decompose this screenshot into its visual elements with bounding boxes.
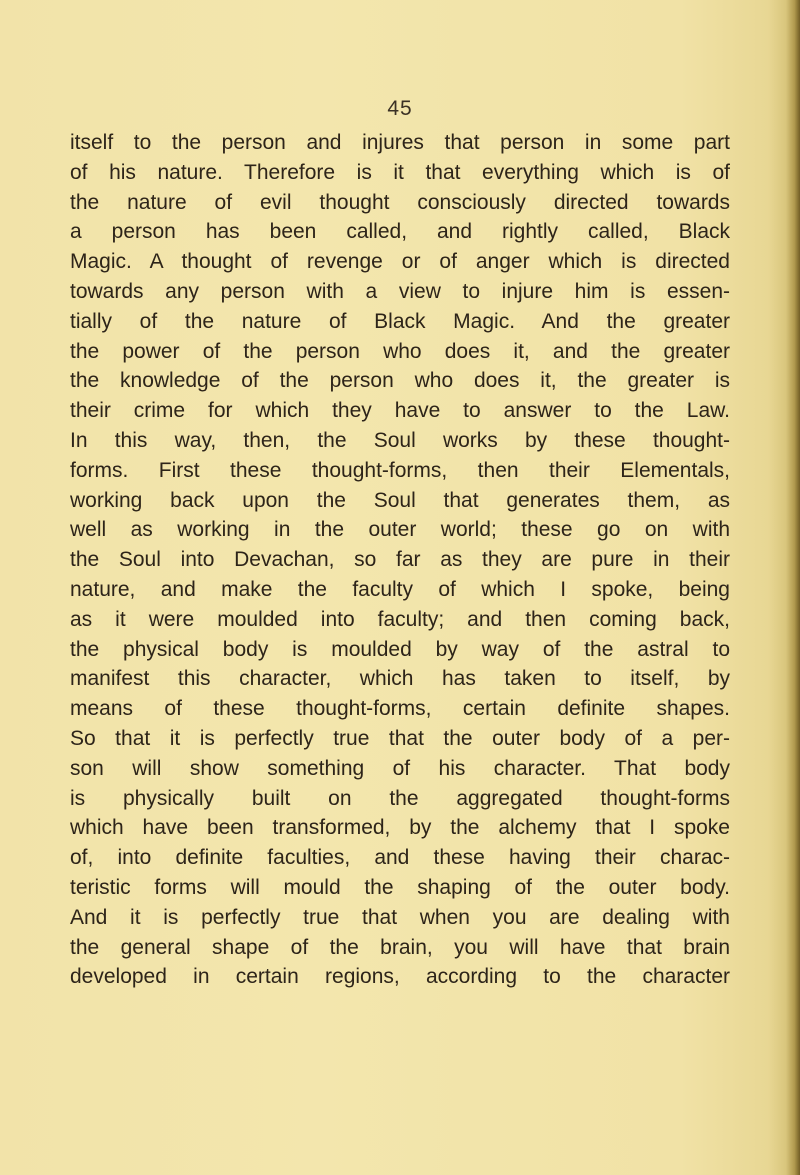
text-line: nature, and make the faculty of which I spoke, being <box>70 577 730 601</box>
text-line: means of these thought-forms, certain definite shapes. <box>70 697 730 721</box>
text-line: towards any person with a view to injure him is essen- <box>70 279 730 303</box>
text-line: the general shape of the brain, you will have that brain <box>70 935 730 959</box>
text-line: teristic forms will mould the shaping of the outer body. <box>70 875 730 899</box>
text-line: developed in certain regions, according to the character <box>70 965 730 989</box>
text-line: well as working in the outer world; these go on with <box>70 518 730 542</box>
text-line: the Soul into Devachan, so far as they are pure in their <box>70 548 730 572</box>
text-line: manifest this character, which has taken to itself, by <box>70 667 730 691</box>
body-text <box>70 128 730 992</box>
text-line: as it were moulded into faculty; and then coming back, <box>70 607 730 631</box>
text-line: of his nature. Therefore is it that everything which is of <box>70 160 730 184</box>
page-edge-shadow <box>786 0 800 1175</box>
text-line: forms. First these thought-forms, then their Elementals, <box>70 458 730 482</box>
text-line: the power of the person who does it, and the greater <box>70 339 730 363</box>
text-line: the nature of evil thought consciously directed towards <box>70 190 730 214</box>
text-line: of, into definite faculties, and these having their charac- <box>70 846 730 870</box>
text-line: which have been transformed, by the alchemy that I spoke <box>70 816 730 840</box>
text-line: And it is perfectly true that when you are dealing with <box>70 905 730 929</box>
text-line: working back upon the Soul that generates them, as <box>70 488 730 512</box>
text-line: son will show something of his character. That body <box>70 756 730 780</box>
text-line: So that it is perfectly true that the outer body of a per- <box>70 726 730 750</box>
text-line: In this way, then, the Soul works by these thought- <box>70 428 730 452</box>
text-line: the physical body is moulded by way of the astral to <box>70 637 730 661</box>
text-line: Magic. A thought of revenge or of anger which is directed <box>70 250 730 274</box>
page-number: 45 <box>387 97 413 120</box>
text-line: a person has been called, and rightly called, Black <box>70 220 730 244</box>
text-line: tially of the nature of Black Magic. And the greater <box>70 309 730 333</box>
text-line: their crime for which they have to answer to the Law. <box>70 399 730 423</box>
text-line: itself to the person and injures that person in some part <box>70 131 730 154</box>
text-line: the knowledge of the person who does it, the greater is <box>70 369 730 393</box>
text-line: is physically built on the aggregated thought-forms <box>70 786 730 810</box>
